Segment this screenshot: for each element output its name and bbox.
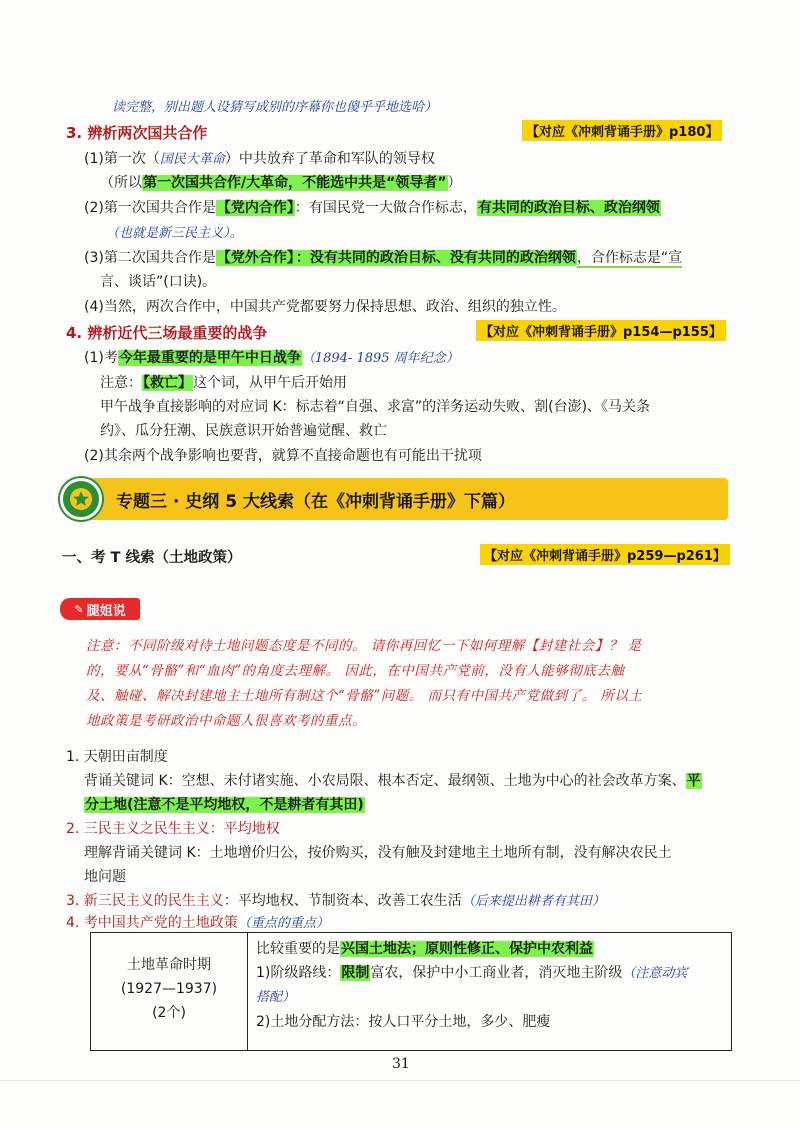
item-4 xyxy=(66,912,329,932)
s4-line-3: 甲午战争直接影响的对应词 K：标志着“自强、求富”的洋务运动失败、割(台澎)、《马关条 xyxy=(100,399,651,415)
s3-l2-a: (2)第一次国共合作是 xyxy=(84,200,216,216)
section-4-title: 4. 辨析近代三场最重要的战争 xyxy=(66,324,268,342)
red-note-line-3: 及、触碰、解决封建地主土地所有制这个“骨骼”问题。 而只有中国共产党做到了。 所以土 xyxy=(86,688,643,704)
item-4-a: 4. 考中国共产党的土地政策 xyxy=(66,915,238,931)
s3-l2-c: ：有国民党一大做合作标志， xyxy=(294,200,477,216)
policy-line-1-a: 比较重要的是 xyxy=(256,941,340,957)
policy-line-2-a: 1)阶级路线： xyxy=(256,965,341,981)
s4-line-2 xyxy=(100,372,347,392)
s3-line-3 xyxy=(84,247,682,267)
s4-line-4: (2)其余两个战争影响也要背，就算不直接命题也有可能出干扰项 xyxy=(84,448,482,464)
item-4-hand: （重点的重点） xyxy=(237,916,329,931)
policy-line-2 xyxy=(256,961,723,986)
section-3-title: 3. 辨析两次国共合作 xyxy=(66,124,208,142)
item-2-line-2: 地问题 xyxy=(84,869,126,885)
policy-line-3: 2)土地分配方法：按人口平分土地，多少、肥瘦 xyxy=(256,1014,551,1030)
sticker-label: 腿姐说 xyxy=(86,603,126,619)
item-3-a: 3. 新三民主义的民生主义 xyxy=(66,893,224,909)
s3-l3-d: ，合作标志是“宣 xyxy=(576,250,683,266)
s3-line-1b xyxy=(100,172,462,192)
s3-line-3b: 言、谈话”(口诀)。 xyxy=(100,274,217,290)
page-number: 31 xyxy=(392,1056,410,1072)
s3-line-1 xyxy=(84,148,435,168)
policy-line-1-highlight: 兴国土地法；原则性修正、保护中农利益 xyxy=(341,941,593,957)
s4-l2-c: 这个词，从甲午后开始用 xyxy=(193,375,347,391)
s4-l1-a: (1)考 xyxy=(84,350,118,366)
period-years: (1927—1937) xyxy=(120,981,218,997)
s4-l2-highlight: 【救亡】 xyxy=(143,375,192,391)
policy-line-1 xyxy=(256,937,723,961)
table-row xyxy=(91,933,732,1051)
table-policy-cell xyxy=(248,933,732,1051)
s3-l1-hand: 国民大革命 xyxy=(159,152,225,167)
item-1-line-2-highlight: 分土地(注意不是平均地权，不是耕者有其田) xyxy=(85,797,364,813)
policy-line-2-c: 富农，保护中小工商业者，消灭地主阶级 xyxy=(370,965,623,981)
s3-line-2b-handwritten: （也就是新三民主义）。 xyxy=(106,226,243,241)
item-1-line-2 xyxy=(84,794,365,814)
s3-l2-highlight: 【党内合作】 xyxy=(216,200,294,216)
s3-l3-highlight-2: ：没有共同的政治目标、没有共同的政治纲领 xyxy=(295,250,576,266)
s4-l2-a: 注意： xyxy=(100,375,142,391)
item-2-title: 2. 三民主义之民生主义：平均地权 xyxy=(66,821,280,837)
part-1-ref: 【对应《冲刺背诵手册》p259—p261】 xyxy=(480,544,730,565)
s3-l1b-c: ） xyxy=(447,175,462,191)
footer-divider xyxy=(0,1080,800,1081)
policy-line-2-hand: （注意动宾 xyxy=(622,966,688,981)
s3-l1-c: ）中共放弃了革命和军队的领导权 xyxy=(224,151,435,167)
item-1-line xyxy=(84,770,702,790)
table-period-cell xyxy=(91,933,248,1051)
period-count: (2个) xyxy=(152,1005,186,1021)
red-note-line-2: 的，要从“骨骼”和“血肉”的角度去理解。 因此，在中国共产党前，没有人能够彻底去触 xyxy=(86,663,625,679)
s3-line-4: (4)当然，两次合作中，中国共产党都要努力保持思想、政治、组织的独立性。 xyxy=(84,299,566,315)
s3-l1b-highlight: 第一次国共合作/大革命，不能选中共是“领导者” xyxy=(143,175,447,191)
item-3-b: ：平均地权、节制资本、改善工农生活 xyxy=(223,893,462,909)
s3-l1b-a: （所以 xyxy=(100,175,142,191)
s3-line-2 xyxy=(84,197,661,217)
pencil-icon: ✎ xyxy=(74,602,84,616)
red-note-line-1: 注意：不同阶级对待土地问题态度是不同的。 请你再回忆一下如何理解【封建社会】？ 是 xyxy=(86,638,642,654)
s3-l3-a: (3)第二次国共合作是 xyxy=(84,250,216,266)
s3-l2-highlight-2: 有共同的政治目标、政治纲领 xyxy=(477,200,660,216)
item-3-hand: （后来提出耕者有其田） xyxy=(461,894,605,909)
item-2-line: 理解背诵关键词 K：土地增价归公，按价购买，没有触及封建地主土地所有制，没有解决农民土 xyxy=(84,845,672,861)
tuijie-says-sticker xyxy=(60,598,140,620)
topic-banner xyxy=(62,478,728,520)
item-1-line-b: 平 xyxy=(686,773,701,789)
policy-line-2-highlight: 限制 xyxy=(341,965,370,981)
handwritten-note-top: 读完整，别出题人设猜写成别的序幕你也傻乎乎地选哈） xyxy=(112,100,438,115)
item-3 xyxy=(66,890,605,910)
part-1-title: 一、考 T 线索（土地政策） xyxy=(62,550,242,566)
s3-l1-a: (1)第一次（ xyxy=(84,151,160,167)
section-3-ref: 【对应《冲刺背诵手册》p180】 xyxy=(522,120,722,141)
section-4-ref: 【对应《冲刺背诵手册》p154—p155】 xyxy=(476,320,726,341)
red-note-line-4: 地政策是考研政治中命题人很喜欢考的重点。 xyxy=(86,713,366,729)
period-name: 土地革命时期 xyxy=(127,957,211,973)
item-1-line-a: 背诵关键词 K：空想、未付诸实施、小农局限、根本否定、最纲领、土地为中心的社会改革方案、 xyxy=(84,773,686,789)
item-1-title: 1. 天朝田亩制度 xyxy=(66,749,168,765)
s4-line-1 xyxy=(84,347,459,367)
topic-banner-title: 专题三 · 史纲 5 大线索（在《冲刺背诵手册》下篇） xyxy=(116,492,515,512)
policy-line-2-hand-cont: 搭配） xyxy=(256,990,296,1005)
s4-line-3b: 约》、瓜分狂潮、民族意识开始普遍觉醒、救亡 xyxy=(100,423,387,439)
s4-l1-hand: （1894- 1895 周年纪念） xyxy=(301,351,459,366)
s3-l3-highlight: 【党外合作】 xyxy=(216,250,294,266)
land-policy-table xyxy=(90,932,732,1051)
star-badge-icon xyxy=(60,478,102,520)
s4-l1-highlight: 今年最重要的是甲午中日战争 xyxy=(118,350,301,366)
